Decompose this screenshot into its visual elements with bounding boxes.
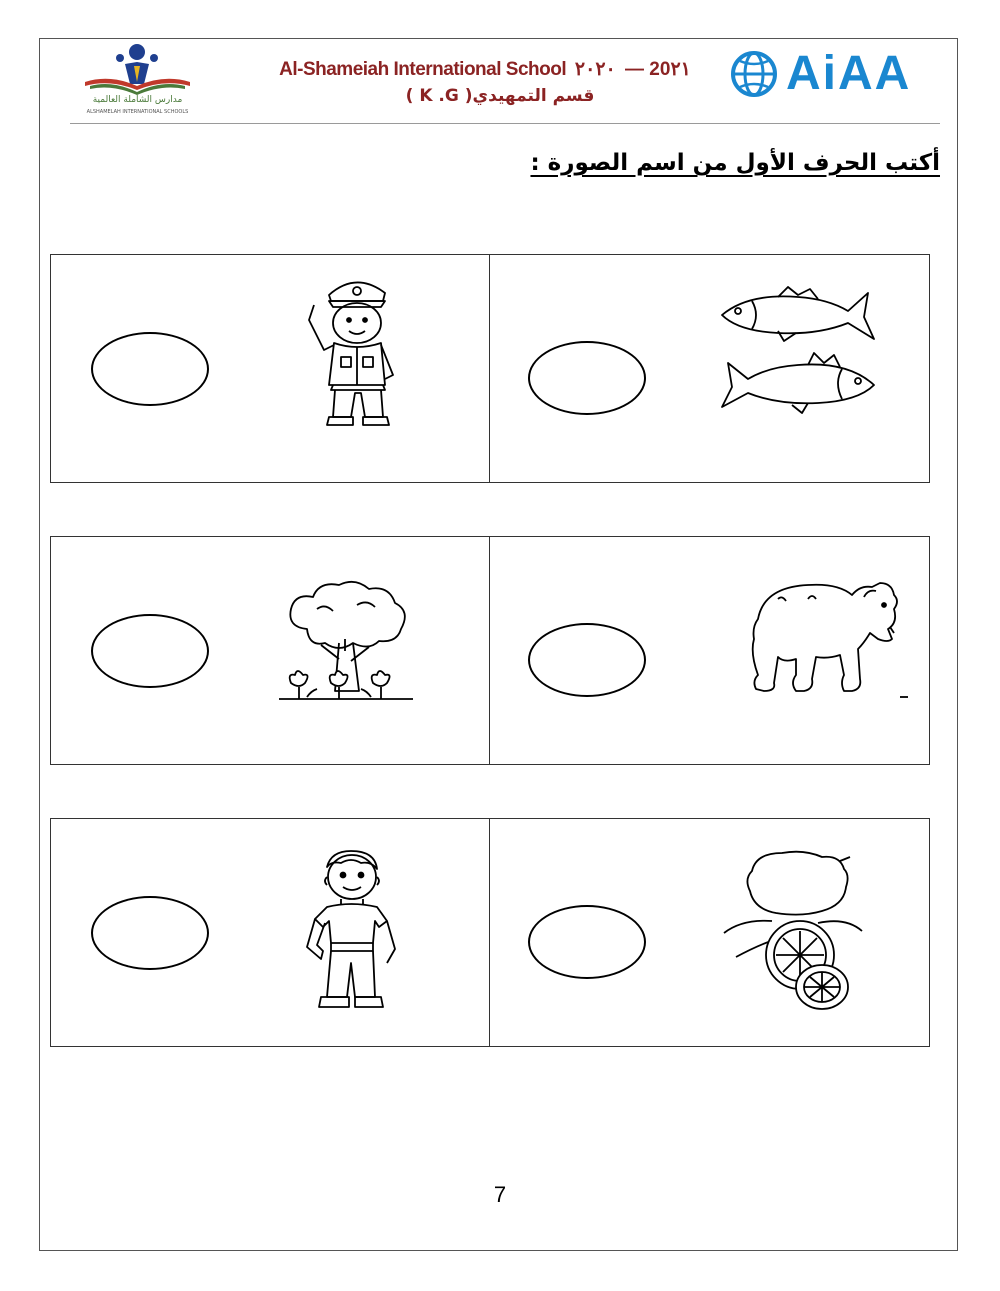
exercise-row-2 xyxy=(50,536,930,765)
tree-picture xyxy=(277,579,417,723)
answer-oval-tree[interactable] xyxy=(91,614,209,688)
year-arabic-start: ٢٠٢٠ xyxy=(574,59,616,80)
year-arabic-end: ٢١ xyxy=(670,59,691,80)
exercise-row-3 xyxy=(50,818,930,1047)
bear-picture xyxy=(748,579,908,713)
answer-oval-police-officer[interactable] xyxy=(91,332,209,406)
year-dash: — xyxy=(625,59,645,80)
header-divider xyxy=(70,123,940,124)
exercise-cell-lemon xyxy=(490,819,929,1046)
answer-oval-bear[interactable] xyxy=(528,623,646,697)
exercise-cell-tree xyxy=(51,537,490,764)
department-label: قسم التمهيدي( K .G ) xyxy=(405,86,595,106)
globe-icon xyxy=(728,51,780,97)
exercise-cell-police-officer xyxy=(51,255,490,482)
answer-oval-lemon[interactable] xyxy=(528,905,646,979)
exercise-cell-boy xyxy=(51,819,490,1046)
exercise-row-1 xyxy=(50,254,930,483)
school-name: Al-Shameiah International School xyxy=(279,59,567,80)
page-number: 7 xyxy=(493,1182,507,1207)
boy-picture xyxy=(291,847,411,1021)
police-officer-picture xyxy=(289,265,424,434)
fish-picture xyxy=(718,283,878,422)
answer-oval-boy[interactable] xyxy=(91,896,209,970)
network-logo: AiAA xyxy=(786,47,912,100)
year-latin-fragment: 20 xyxy=(649,59,671,80)
header-title xyxy=(250,58,720,81)
answer-oval-fish[interactable] xyxy=(528,341,646,415)
exercise-cell-bear xyxy=(490,537,929,764)
school-logo-caption-en: ALSHAMELAH INTERNATIONAL SCHOOLS xyxy=(86,109,189,115)
exercise-cell-fish xyxy=(490,255,929,482)
school-logo-caption: مدارس الشاملة العالمية xyxy=(92,95,183,105)
instruction-text: أكتب الحرف الأول من اسم الصورة : xyxy=(530,150,940,176)
lemon-picture xyxy=(722,847,872,1026)
